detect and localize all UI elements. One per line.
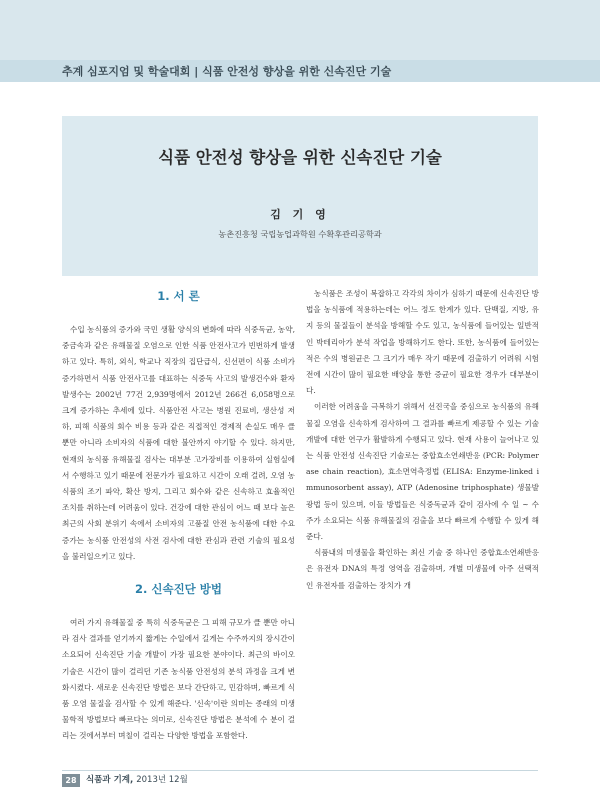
running-header-conference: 추계 심포지엄 및 학술대회 — [62, 65, 191, 78]
section-heading-introduction: 1. 서 론 — [157, 289, 200, 303]
article-title: 식품 안전성 향상을 위한 신속진단 기술 — [158, 148, 442, 167]
article-author: 김 기 영 — [270, 208, 330, 221]
title-box — [62, 116, 538, 276]
footer-magazine: 식품과 기계, — [86, 775, 134, 785]
right-column — [306, 286, 539, 756]
running-header — [62, 63, 391, 79]
running-header-separator: | — [194, 65, 199, 78]
paragraph: 식품내의 미생물을 확인하는 최신 기술 중 하나인 중합효소연쇄반응은 유전자 DNA의 특정 영역을 검출하며, 개별 미생물에 아주 선택적인 유전자를 검출하는 장치가 개 — [306, 548, 539, 590]
paragraph: 수입 농식품의 증가와 국민 생활 양식의 변화에 따라 식중독균, 농약, 중금속과 같은 유해물질 오염으로 인한 식품 안전사고가 빈번하게 발생하고 있다. 특히, 외식, 학교나 직장의 집단급식, 신선편이 식품 소비가 증가하면서 식품 안전사고를 대표하는 식중독 사고의 발생건수와 환자 발생수는 2002년 77건 2,939명에서 2012년 266건 6,058명으로 크게 증가하는 추세에 있다. 식품안전 사고는 병원 진료비, 생산성 저하, 피해 식품의 회수 비용 등과 같은 직접적인 경제적 손실도 매우 클 뿐만 아니라 소비자의 식품에 대한 불안까지 야기할 수 있다. 하지만, 현재의 농식품 유해물질 검사는 대부분 고가장비를 이용하여 실험실에서 수행하고 있기 때문에 전문가가 필요하고 시간이 오래 걸려, 오염 농식품의 조기 파악, 확산 방지, 그리고 회수와 같은 신속하고 효율적인 조치를 취하는데 어려움이 있다. 건강에 대한 관심이 어느 때 보다 높은 최근의 사회 분위기 속에서 소비자의 고품질 안전 농식품에 대한 수요 증가는 농식품 안전성의 사전 검사에 대한 관심과 관련 기술의 필요성을 불러일으키고 있다. — [62, 325, 295, 561]
page-number: 28 — [62, 774, 80, 787]
paragraph: 농식품은 조성이 복잡하고 각각의 차이가 심하기 때문에 신속진단 방법을 농식품에 적용하는데는 어느 정도 한계가 있다. 단백질, 지방, 유지 등의 물질들이 분석을 방해할 수도 있고, 농식품에 들어있는 일반적인 박테리아가 분석 작업을 방해하기도 한다. 또한, 농식품에 들어있는 적은 수의 병원균은 그 크기가 매우 작기 때문에 검출하기 어려워 시험 전에 시간이 많이 필요한 배양을 통한 증균이 필요한 경우가 대부분이다. — [306, 289, 539, 396]
paragraph: 이러한 어려움을 극복하기 위해서 선진국을 중심으로 농식품의 유해물질 오염을 신속하게 검사하여 그 결과를 빠르게 제공할 수 있는 기술 개발에 대한 연구가 활발하게 수행되고 있다. 현재 사용이 늘어나고 있는 식품 안전성 신속진단 기술로는 중합효소연쇄반응 (PCR: Polymerase chain reaction), 효소면역측정법 (ELISA: Enzyme-linked immunosorbent assay), ATP (Adenosine triphosphate) 생물발광법 등이 있으며, 이들 방법들은 식중독균과 같이 검사에 수 일 ~ 수 주가 소요되는 식품 유해물질의 검출을 보다 빠르게 수행할 수 있게 해준다. — [306, 402, 539, 542]
running-header-topic: 식품 안전성 향상을 위한 신속진단 기술 — [202, 65, 392, 78]
footer-rule — [62, 770, 538, 771]
footer-publication — [86, 774, 188, 787]
paragraph: 여러 가지 유해물질 중 특히 식중독균은 그 피해 규모가 클 뿐만 아니라 검사 결과를 얻기까지 짧게는 수일에서 길게는 수주까지의 장시간이 소요되어 신속진단 기술 개발이 가장 필요한 분야이다. 최근의 바이오기술은 시간이 많이 걸리던 기존 농식품 안전성의 분석 과정을 크게 변화시켰다. 새로운 신속진단 방법은 보다 간단하고, 민감하며, 빠르게 식품 오염 물질을 검사할 수 있게 해준다. '신속'이란 의미는 종래의 미생물학적 방법보다 빠르다는 의미로, 신속진단 방법은 분석에 수 분이 걸리는 것에서부터 며칠이 걸리는 다양한 방법을 포함한다. — [62, 618, 295, 741]
article-affiliation: 농촌진흥청 국립농업과학원 수확후관리공학과 — [218, 229, 382, 239]
footer-date: 2013년 12월 — [136, 775, 188, 785]
section-heading-methods: 2. 신속진단 방법 — [134, 582, 223, 597]
left-column — [62, 286, 295, 756]
